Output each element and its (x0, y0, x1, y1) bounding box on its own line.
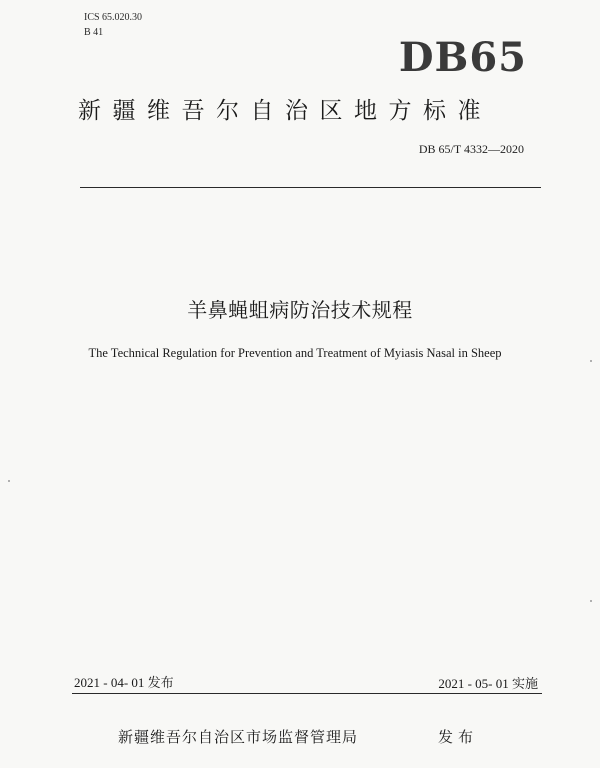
footer-divider (72, 693, 542, 694)
document-title-chinese: 羊鼻蝇蛆病防治技术规程 (187, 298, 413, 322)
implementation-date: 2021 - 05- 01 实施 (438, 676, 538, 691)
publish-label: 发布 (438, 728, 479, 746)
header-divider (80, 187, 541, 188)
document-title-english: The Technical Regulation for Prevention and Treatment of Myiasis Nasal in Sheep (88, 346, 502, 360)
scan-speck (8, 480, 10, 482)
issuing-region-title: 新疆维吾尔自治区地方标准 (78, 98, 492, 124)
publisher-name: 新疆维吾尔自治区市场监督管理局 (118, 728, 359, 746)
ics-code: ICS 65.020.30 (84, 12, 143, 23)
standard-number: DB 65/T 4332—2020 (418, 142, 524, 156)
ccs-code: B 41 (84, 27, 104, 38)
scan-speck (590, 600, 592, 602)
scan-speck (590, 360, 592, 362)
issue-date: 2021 - 04- 01 发布 (74, 675, 174, 690)
standard-prefix-logo: DB65 (398, 34, 527, 81)
